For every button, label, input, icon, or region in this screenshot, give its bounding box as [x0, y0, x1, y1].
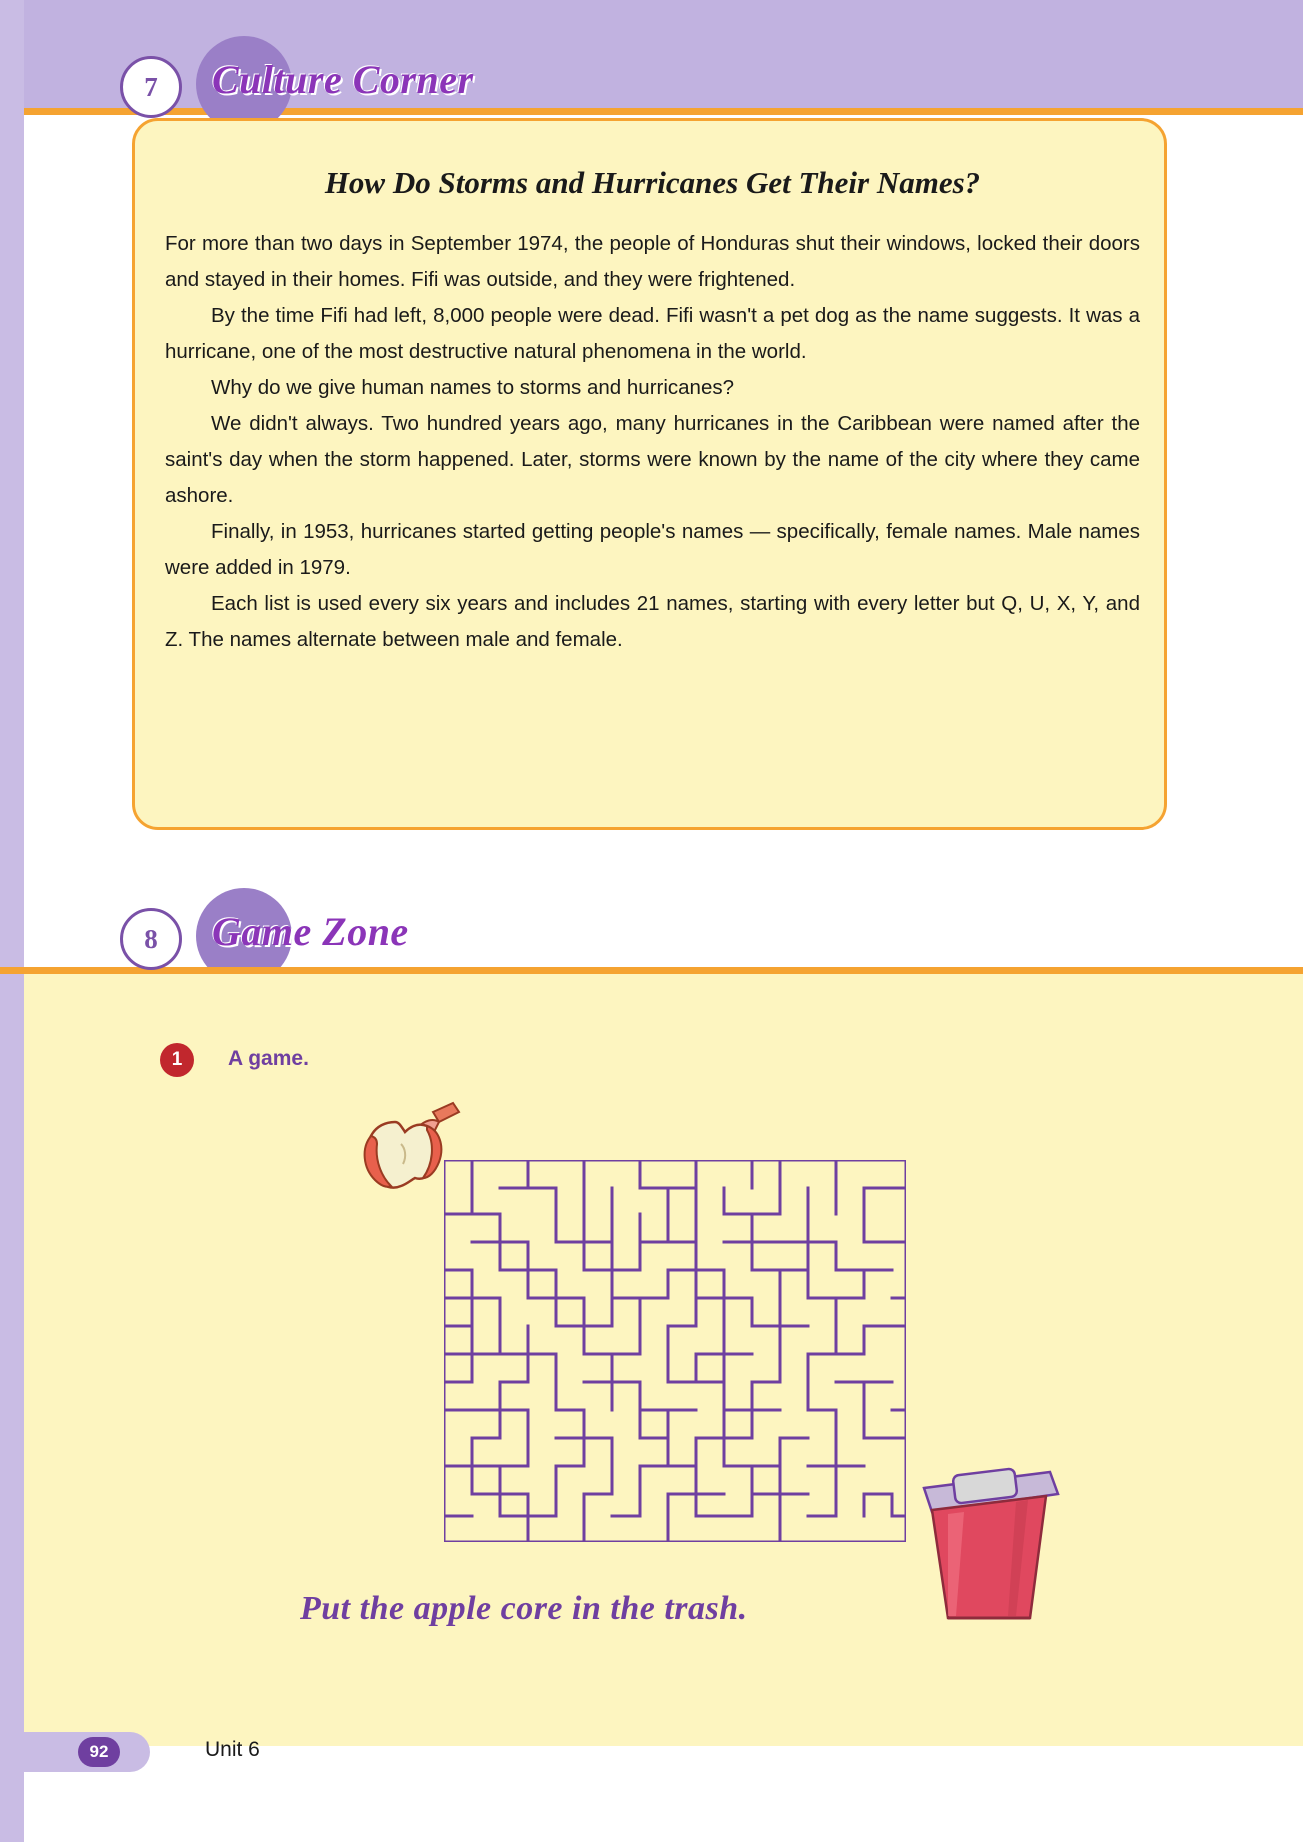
- culture-paragraph-5: Finally, in 1953, hurricanes started getting people's names — specifically, female names. Male names were added in 1979.: [165, 520, 1140, 579]
- unit-label: Unit 6: [205, 1738, 260, 1761]
- culture-paragraph-4: We didn't always. Two hundred years ago, many hurricanes in the Caribbean were named after the saint's day when the storm happened. Later, storms were known by the name of the city where they came ashore.: [165, 412, 1140, 507]
- exercise-number-badge: 1: [160, 1043, 194, 1077]
- culture-paragraph-6: Each list is used every six years and includes 21 names, starting with every letter but Q, U, X, Y, and Z. The names alternate between male and female.: [165, 592, 1140, 651]
- top-purple-band: [0, 0, 1303, 108]
- exercise-label: A game.: [228, 1047, 309, 1070]
- section-8-number: 8: [120, 908, 182, 970]
- culture-corner-card: [132, 118, 1167, 830]
- culture-corner-body: [165, 226, 1140, 658]
- culture-paragraph-1: For more than two days in September 1974, the people of Honduras shut their windows, locked their doors and stayed in their homes. Fifi was outside, and they were frightened.: [165, 232, 1140, 291]
- trash-bin-icon: [912, 1450, 1062, 1630]
- game-caption: Put the apple core in the trash.: [300, 1590, 748, 1627]
- section-7-number: 7: [120, 56, 182, 118]
- section-8-title: Game Zone: [212, 909, 409, 954]
- culture-paragraph-2: By the time Fifi had left, 8,000 people were dead. Fifi wasn't a pet dog as the name suggests. It was a hurricane, one of the most destructive natural phenomena in the world.: [165, 304, 1140, 363]
- culture-paragraph-3: Why do we give human names to storms and hurricanes?: [211, 376, 735, 399]
- section-7-title: Culture Corner: [212, 57, 474, 102]
- top-orange-rule: [0, 108, 1303, 115]
- culture-corner-title: How Do Storms and Hurricanes Get Their Names?: [324, 165, 981, 200]
- left-purple-strip: [0, 0, 24, 1842]
- game-zone-orange-rule: [0, 967, 1303, 974]
- page-number-badge: 92: [78, 1737, 120, 1767]
- maze-puzzle: [444, 1160, 906, 1542]
